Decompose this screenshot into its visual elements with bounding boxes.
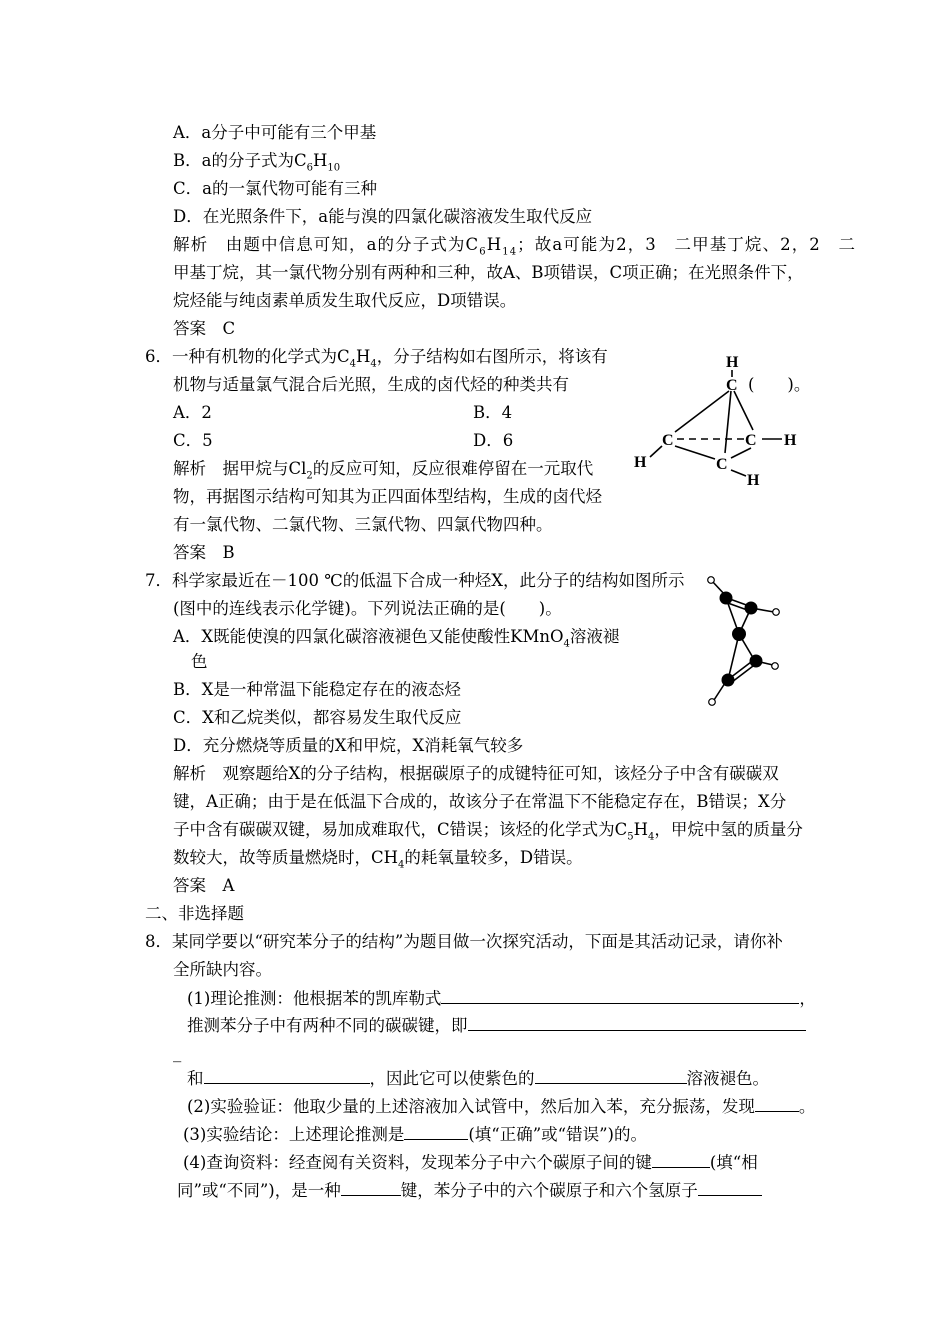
q8-blank-kekule[interactable]	[441, 988, 799, 1004]
q5-option-b: B．a的分子式为$C_6H_{10}$	[173, 151, 341, 174]
atom-c-right: C	[745, 432, 757, 449]
q8-part3: (3)实验结论：上述理论推测是 (填“正确”或“错误”)的。	[183, 1125, 647, 1144]
atom-c1	[720, 592, 733, 605]
q7-analysis-line-1: 解析 观察题给X的分子结构，根据碳原子的成键特征可知，该烃分子中含有碳碳双	[173, 764, 779, 783]
atom-c5	[722, 674, 735, 687]
q5-analysis-line-3: 烷烃能与纯卤素单质发生取代反应，D项错误。	[173, 291, 517, 310]
q7-stem-line-2: (图中的连线表示化学键)。下列说法正确的是( )。	[173, 599, 562, 618]
q8-part1-line-1: (1)理论推测：他根据苯的凯库勒式 ，	[187, 989, 816, 1008]
q7-stem-line-1: 7．科学家最近在－100 ℃的低温下合成一种烃X，此分子的结构如图所示	[145, 571, 685, 590]
q6-analysis-line-1: 解析 据甲烷与$Cl_2$的反应可知，反应很难停留在一元取代	[173, 459, 594, 482]
bond-h-left	[650, 446, 662, 457]
atom-h-top: H	[726, 354, 739, 371]
q7-molecule-figure	[700, 570, 790, 715]
atom-h2	[773, 609, 780, 616]
q7-answer: 答案 A	[173, 876, 235, 895]
atom-c-bottom: C	[716, 456, 728, 473]
q6-option-d: D．6	[473, 431, 514, 450]
atom-c2	[745, 602, 758, 615]
q8-stem-line-2: 全所缺内容。	[173, 960, 272, 979]
atom-c4	[750, 655, 763, 668]
q6-analysis-line-2: 物，再据图示结构可知其为正四面体型结构，生成的卤代烃	[173, 487, 602, 506]
q5-option-a: A．a分子中可能有三个甲基	[173, 123, 377, 142]
atom-h1	[708, 577, 715, 584]
q8-blank-bond-type-1[interactable]	[468, 1015, 806, 1031]
bond-h-bottom	[731, 470, 746, 476]
q6-stem-line-2: 机物与适量氯气混合后光照，生成的卤代烃的种类共有	[173, 375, 569, 394]
q6-answer-bracket: ( )。	[748, 375, 811, 394]
q8-blank-observation[interactable]	[755, 1096, 799, 1112]
q8-blank-conclusion[interactable]	[404, 1124, 468, 1140]
atom-c3	[732, 627, 746, 641]
q8-blank-solution[interactable]	[535, 1068, 687, 1084]
bond-ctop-cleft	[675, 391, 729, 432]
q6-answer: 答案 B	[173, 543, 235, 562]
q7-option-a-line-1: A．X既能使溴的四氯化碳溶液褪色又能使酸性KMnO$_4$溶液褪	[173, 627, 620, 650]
q7-analysis-line-2: 键，A正确；由于是在低温下合成的，故该分子在常温下不能稳定存在，B错误；X分	[173, 792, 787, 811]
q6-option-a: A．2	[173, 403, 212, 422]
q8-part2: (2)实验验证：他取少量的上述溶液加入试管中，然后加入苯，充分振荡，发现 。	[187, 1097, 816, 1116]
atom-c-top: C	[726, 377, 738, 394]
q8-stem-line-1: 8．某同学要以“研究苯分子的结构”为题目做一次探究活动，下面是其活动记录，请你补	[145, 932, 783, 951]
q8-blank-planarity[interactable]	[698, 1180, 762, 1196]
q8-blank-bond-type-2[interactable]	[204, 1068, 370, 1084]
q5-analysis-line-1: 解析 由题中信息可知，a的分子式为$C_6H_{14}$；故a可能为2，3 二甲基丁烷、2，2 二	[173, 235, 857, 258]
atom-h-left: H	[634, 454, 647, 471]
atom-h4	[709, 699, 716, 706]
q6-stem-line-1: 6．一种有机物的化学式为$C_4H_4$，分子结构如右图所示，将该有	[145, 347, 608, 370]
q7-option-c: C．X和乙烷类似，都容易发生取代反应	[173, 708, 462, 727]
q8-part4-line-1: (4)查询资料：经查阅有关资料，发现苯分子中六个碳原子间的键 (填“相	[183, 1153, 758, 1172]
q5-analysis-line-2: 甲基丁烷，其一氯代物分别有两种和三种，故A、B项错误，C项正确；在光照条件下，	[173, 263, 804, 282]
q6-analysis-line-3: 有一氯代物、二氯代物、三氯代物、四氯代物四种。	[173, 515, 553, 534]
bond-cright-cbottom	[731, 448, 751, 458]
q8-part1-line-2: 推测苯分子中有两种不同的碳碳键，即	[187, 1015, 806, 1036]
q8-part1-line-4: 和 ，因此它可以使紫色的 溶液褪色。	[187, 1069, 769, 1088]
q8-blank-bond-same[interactable]	[652, 1152, 710, 1168]
q8-blank-bond-kind[interactable]	[341, 1180, 401, 1196]
atom-c-left: C	[662, 432, 674, 449]
atom-h3	[772, 663, 779, 670]
q8-part1-line-3: _	[173, 1043, 182, 1062]
q7-analysis-line-4: 数较大，故等质量燃烧时，$CH_4$的耗氧量较多，D错误。	[173, 848, 583, 871]
bond-cleft-cbottom	[675, 446, 715, 459]
q8-part4-line-2: 同”或“不同”)，是一种 键，苯分子中的六个碳原子和六个氢原子	[177, 1180, 762, 1201]
atom-h-bottom: H	[747, 472, 760, 489]
q6-tetrahedrane-figure	[625, 350, 815, 490]
q5-answer: 答案 C	[173, 319, 236, 338]
atom-h-right: H	[784, 432, 797, 449]
q7-option-a-line-2: 色	[191, 652, 208, 671]
q7-option-b: B．X是一种常温下能稳定存在的液态烃	[173, 680, 461, 699]
q7-option-d: D．充分燃烧等质量的X和甲烷，X消耗氧气较多	[173, 736, 524, 755]
q7-analysis-line-3: 子中含有碳碳双键，易加成难取代，C错误；该烃的化学式为$C_5H_4$，甲烷中氢的质量分	[173, 820, 803, 843]
section-heading: 二、非选择题	[145, 904, 244, 923]
q5-option-c: C．a的一氯代物可能有三种	[173, 179, 377, 198]
bond-ctop-cbottom	[725, 391, 731, 453]
q6-option-c: C．5	[173, 431, 213, 450]
bond-ctop-cright	[734, 391, 753, 430]
q5-option-d: D．在光照条件下，a能与溴的四氯化碳溶液发生取代反应	[173, 207, 593, 226]
q6-option-b: B．4	[473, 403, 513, 422]
